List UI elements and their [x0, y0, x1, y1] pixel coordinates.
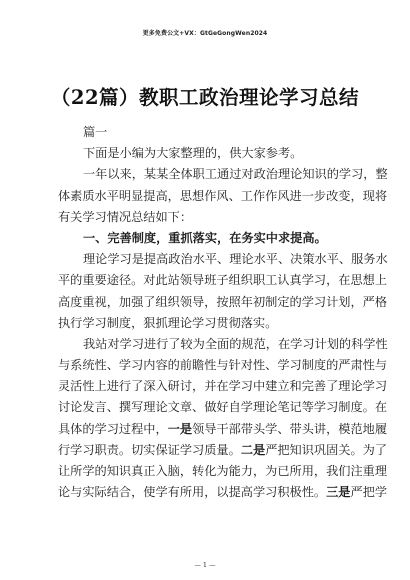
paragraph-line: 与系统性、学习内容的前瞻性与针对性、学习制度的严肃性与: [58, 358, 388, 373]
paragraph-line: 体素质水平明显提高，思想作风、工作作风进一步改变，现将: [58, 188, 388, 203]
paragraph-line: 高度重视，加强了组织领导，按照年初制定的学习计划，严格: [58, 294, 388, 309]
paragraph-line: 理论学习是提高政治水平、理论水平、决策水平、服务水: [83, 252, 388, 267]
paragraph-line: 灵活性上进行了深入研讨，并在学习中建立和完善了理论学习: [58, 379, 388, 394]
line-text: 具体的学习过程中，: [58, 421, 168, 436]
paragraph-line: 讨论发言、撰写理论文章、做好自学理论笔记等学习制度。在: [58, 400, 388, 415]
line-text: 论与实际结合，使学有所用，以提高学习积极性。: [58, 485, 327, 500]
paragraph-line: [58, 482, 388, 503]
line-text: 严把知识巩固关。为了: [265, 442, 388, 457]
emphasis-text: 三是: [326, 485, 351, 500]
line-text: 严把学: [350, 485, 388, 500]
paragraph-line: [58, 419, 388, 440]
page-number: — 1 —: [194, 561, 216, 569]
line-text: 领导干部带头学、带头讲，模范地履: [192, 421, 388, 436]
paragraph-line: 让所学的知识真正入脑，转化为能力，为已所用，我们注重理: [58, 464, 388, 478]
line-text: 行学习职责。切实保证学习质量。: [58, 442, 241, 457]
paragraph-line: 一年以来，某某全体职工通过对政治理论知识的学习，整: [83, 167, 388, 182]
paragraph-line: [58, 440, 388, 461]
header-watermark: 更多免费公文+VX：GtGeGongWen2024: [142, 30, 268, 37]
section-heading: 一、完善制度，重抓落实，在务实中求提高。: [83, 230, 327, 245]
document-title: （22篇）教职工政治理论学习总结: [50, 86, 360, 109]
intro-text: 下面是小编为大家整理的，供大家参考。: [83, 146, 303, 161]
emphasis-text: 二是: [240, 442, 266, 457]
paragraph-line: 我站对学习进行了较为全面的规范，在学习计划的科学性: [83, 336, 388, 351]
part-label: 篇一: [83, 125, 108, 139]
paragraph-line: 有关学习情况总结如下：: [58, 209, 193, 224]
paragraph-line: 平的重要途径。对此站领导班子组织职工认真学习，在思想上: [58, 273, 388, 288]
document-body: [58, 122, 388, 503]
paragraph-line: 执行学习制度，狠抓理论学习贯彻落实。: [58, 315, 278, 330]
emphasis-text: 一是: [167, 421, 193, 436]
